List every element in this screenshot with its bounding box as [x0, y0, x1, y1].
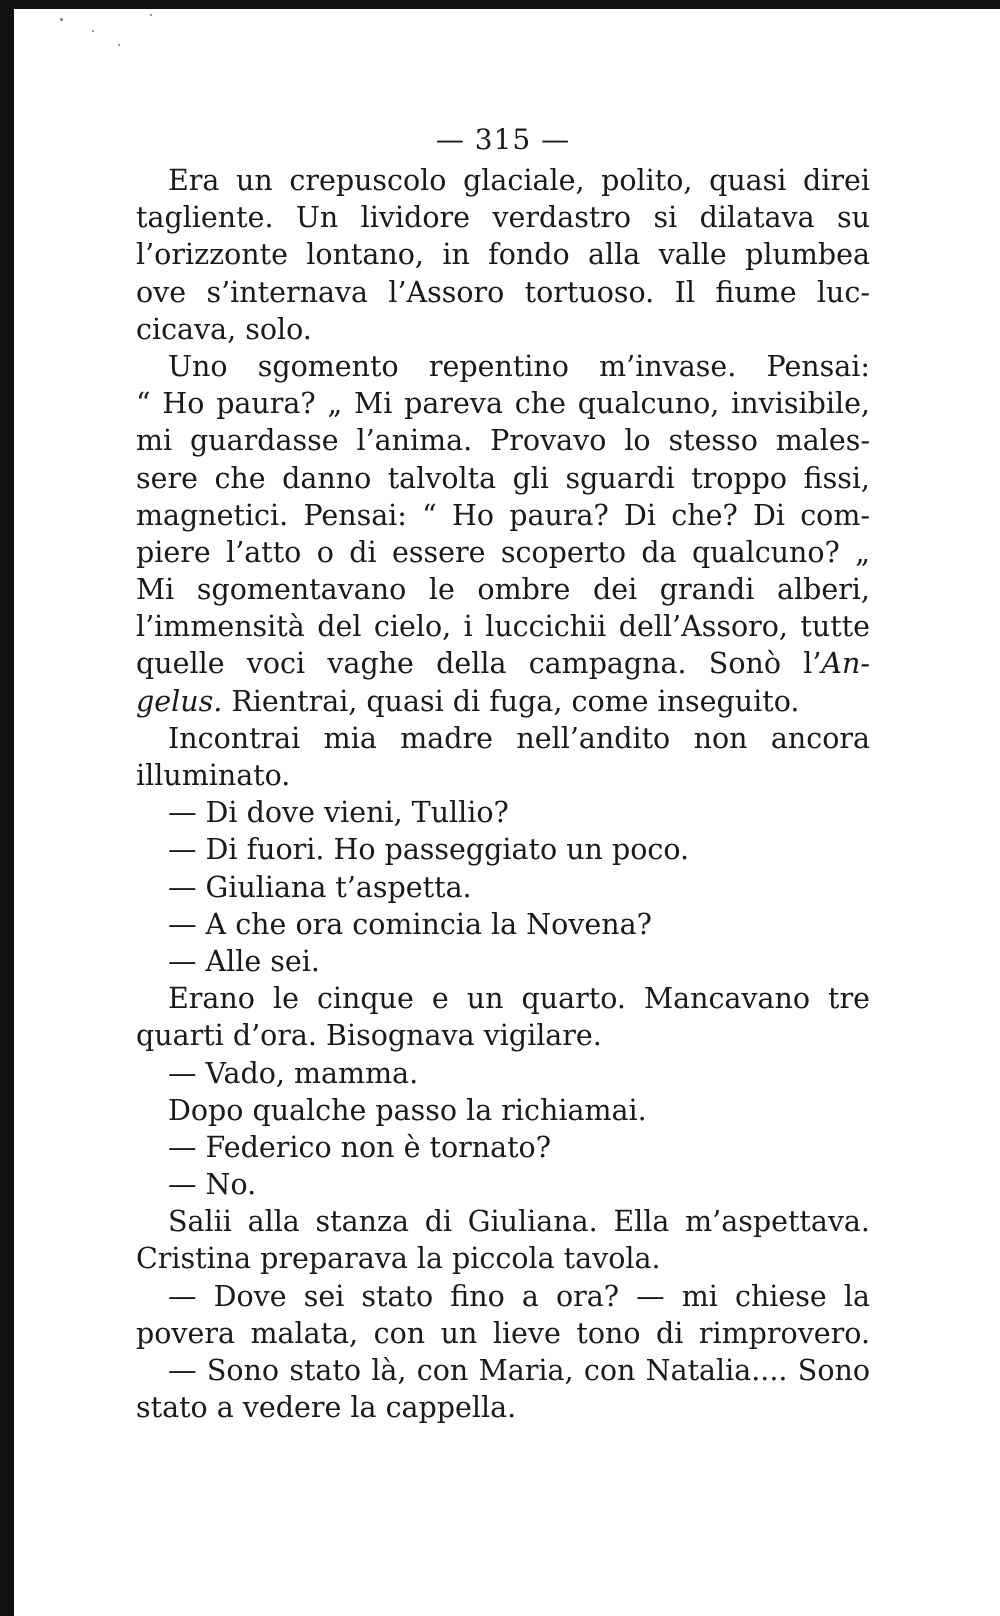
text-line — [136, 460, 870, 497]
line-text: — Di fuori. Ho passeggiato un poco. — [168, 833, 690, 867]
line-text: — No. — [168, 1168, 257, 1202]
scan-speck — [118, 44, 120, 46]
text-line — [136, 906, 870, 943]
line-text: l’orizzonte lontano, in fondo alla valle plumbea — [136, 238, 870, 272]
scan-speck — [92, 30, 94, 32]
text-line — [136, 1055, 870, 1092]
line-text: — Sono stato là, con Maria, con Natalia.... Sono — [168, 1354, 870, 1387]
line-text: magnetici. Pensai: “ Ho paura? Di che? Di com- — [136, 498, 870, 532]
line-text: cicava, solo. — [136, 312, 312, 346]
line-text: Erano le cinque e un quarto. Mancavano tre — [168, 982, 870, 1016]
text-line — [136, 1017, 870, 1054]
line-text: — A che ora comincia la Novena? — [168, 907, 652, 941]
line-text: Cristina preparava la piccola tavola. — [136, 1242, 661, 1276]
line-text: l’immensità del cielo, i luccichii dell’Assoro, tutte — [136, 610, 870, 644]
text-line — [136, 1240, 870, 1277]
line-text: Dopo qualche passo la richiamai. — [168, 1093, 647, 1127]
line-text: Rientrai, quasi di fuga, come inseguito. — [222, 684, 800, 718]
text-line — [136, 1129, 870, 1166]
line-text: povera malata, con un lieve tono di rimprovero. — [136, 1316, 870, 1350]
line-text: — Vado, mamma. — [168, 1056, 419, 1090]
text-line — [136, 348, 870, 385]
text-line — [136, 831, 870, 868]
text-line — [136, 1352, 870, 1389]
line-text: sere che danno talvolta gli sguardi troppo fissi, — [136, 461, 870, 495]
text-line — [136, 422, 870, 459]
text-line — [136, 571, 870, 608]
book-page — [136, 118, 870, 1426]
line-text: stato a vedere la cappella. — [136, 1391, 517, 1425]
text-line — [136, 757, 870, 794]
line-text: “ Ho paura? „ Mi pareva che qualcuno, invisibile, — [136, 387, 870, 421]
text-line — [136, 1389, 870, 1426]
text-line — [136, 608, 870, 645]
italic-text: An- — [821, 647, 870, 681]
scan-speck — [60, 18, 63, 21]
line-text: illuminato. — [136, 759, 291, 792]
line-text: mi guardasse l’anima. Provavo lo stesso males- — [136, 424, 870, 458]
scan-speck — [150, 14, 152, 16]
text-line — [136, 794, 870, 831]
text-line — [136, 274, 870, 311]
line-text: Era un crepuscolo glaciale, polito, quasi direi — [168, 164, 870, 197]
text-line — [136, 1166, 870, 1203]
line-text: — Di dove vieni, Tullio? — [168, 796, 509, 830]
line-text: — Giuliana t’aspetta. — [168, 870, 472, 904]
line-text: quelle voci vaghe della campagna. Sonò l’ — [136, 647, 822, 681]
text-line — [136, 720, 870, 757]
scan-border-top — [0, 0, 1000, 9]
text-line — [136, 943, 870, 980]
text-line — [136, 534, 870, 571]
text-line — [136, 1315, 870, 1352]
line-text: — Dove sei stato fino a ora? — mi chiese la — [168, 1279, 870, 1313]
scan-border-left — [0, 0, 14, 1616]
line-text: — Alle sei. — [168, 944, 320, 978]
text-line — [136, 1092, 870, 1129]
line-text: Uno sgomento repentino m’invase. Pensai: — [168, 349, 870, 383]
italic-text: gelus. — [136, 684, 223, 718]
line-text: tagliente. Un lividore verdastro si dilatava su — [136, 201, 870, 235]
line-text: — Federico non è tornato? — [168, 1130, 551, 1164]
text-line — [136, 1278, 870, 1315]
text-line — [136, 980, 870, 1017]
text-line — [136, 236, 870, 273]
text-line — [136, 162, 870, 199]
page-number: — 315 — — [435, 123, 571, 156]
line-text: ove s’internava l’Assoro tortuoso. Il fiume luc- — [136, 275, 870, 309]
text-line — [136, 385, 870, 422]
text-line — [136, 199, 870, 236]
line-text: Mi sgomentavano le ombre dei grandi alberi, — [136, 573, 870, 607]
text-line — [136, 869, 870, 906]
line-text: piere l’atto o di essere scoperto da qualcuno? „ — [136, 535, 870, 569]
page-text — [136, 162, 870, 1426]
text-line — [136, 311, 870, 348]
line-text: Incontrai mia madre nell’andito non ancora — [168, 721, 870, 755]
text-line — [136, 1203, 870, 1240]
text-line — [136, 645, 870, 682]
line-text: quarti d’ora. Bisognava vigilare. — [136, 1019, 602, 1053]
text-line — [136, 683, 870, 720]
line-text: Salii alla stanza di Giuliana. Ella m’aspettava. — [168, 1205, 870, 1239]
text-line — [136, 497, 870, 534]
